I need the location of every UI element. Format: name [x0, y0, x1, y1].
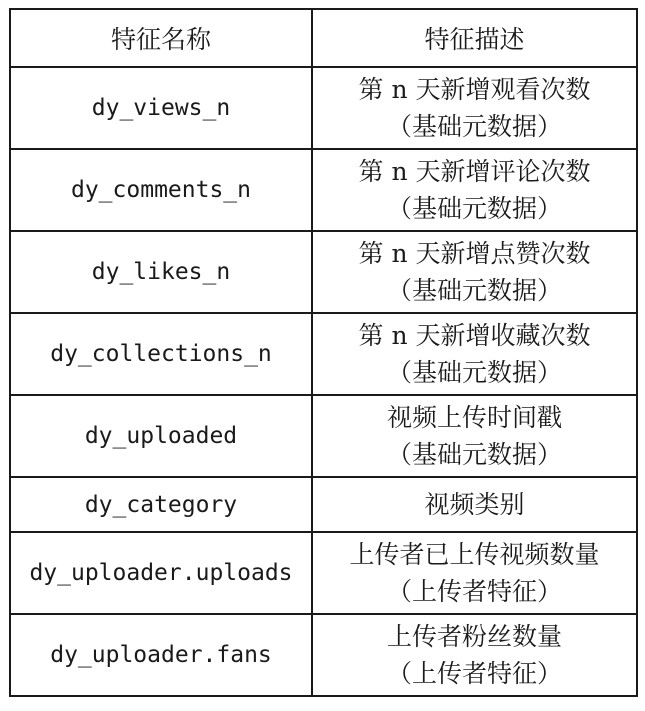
description-line: 上传者已上传视频数量	[349, 540, 600, 569]
table-row	[10, 395, 637, 477]
table-row	[10, 614, 637, 696]
description-note: （基础元数据）	[386, 358, 562, 387]
table-row	[10, 149, 637, 231]
feature-name-cell: dy_comments_n	[10, 149, 312, 231]
description-line: 第 n 天新增收藏次数	[358, 321, 591, 350]
header-feature-name: 特征名称	[10, 9, 312, 67]
feature-description-cell	[312, 395, 637, 477]
description-note: （上传者特征）	[386, 577, 562, 606]
header-row	[10, 9, 637, 67]
description-line: 上传者粉丝数量	[386, 622, 562, 651]
description-note: （基础元数据）	[386, 440, 562, 469]
feature-name-cell: dy_views_n	[10, 67, 312, 149]
description-line: 视频上传时间戳	[386, 403, 562, 432]
description-note: （上传者特征）	[386, 659, 562, 688]
table-row	[10, 67, 637, 149]
table-row	[10, 231, 637, 313]
description-line: 视频类别	[424, 490, 525, 519]
description-line: 第 n 天新增评论次数	[358, 157, 591, 186]
table-row	[10, 313, 637, 395]
feature-description-cell	[312, 532, 637, 614]
feature-description-cell	[312, 313, 637, 395]
header-feature-description: 特征描述	[312, 9, 637, 67]
feature-description-cell	[312, 67, 637, 149]
feature-name-cell: dy_collections_n	[10, 313, 312, 395]
feature-name-cell: dy_uploaded	[10, 395, 312, 477]
feature-name-cell: dy_category	[10, 477, 312, 532]
description-note: （基础元数据）	[386, 112, 562, 141]
feature-table	[9, 8, 638, 697]
feature-name-cell: dy_uploader.uploads	[10, 532, 312, 614]
feature-description-cell	[312, 614, 637, 696]
description-line: 第 n 天新增观看次数	[358, 75, 591, 104]
feature-description-cell	[312, 477, 637, 532]
description-line: 第 n 天新增点赞次数	[358, 239, 591, 268]
table-row	[10, 532, 637, 614]
description-note: （基础元数据）	[386, 276, 562, 305]
table-row	[10, 477, 637, 532]
feature-name-cell: dy_likes_n	[10, 231, 312, 313]
description-note: （基础元数据）	[386, 194, 562, 223]
feature-description-cell	[312, 231, 637, 313]
feature-description-cell	[312, 149, 637, 231]
feature-name-cell: dy_uploader.fans	[10, 614, 312, 696]
